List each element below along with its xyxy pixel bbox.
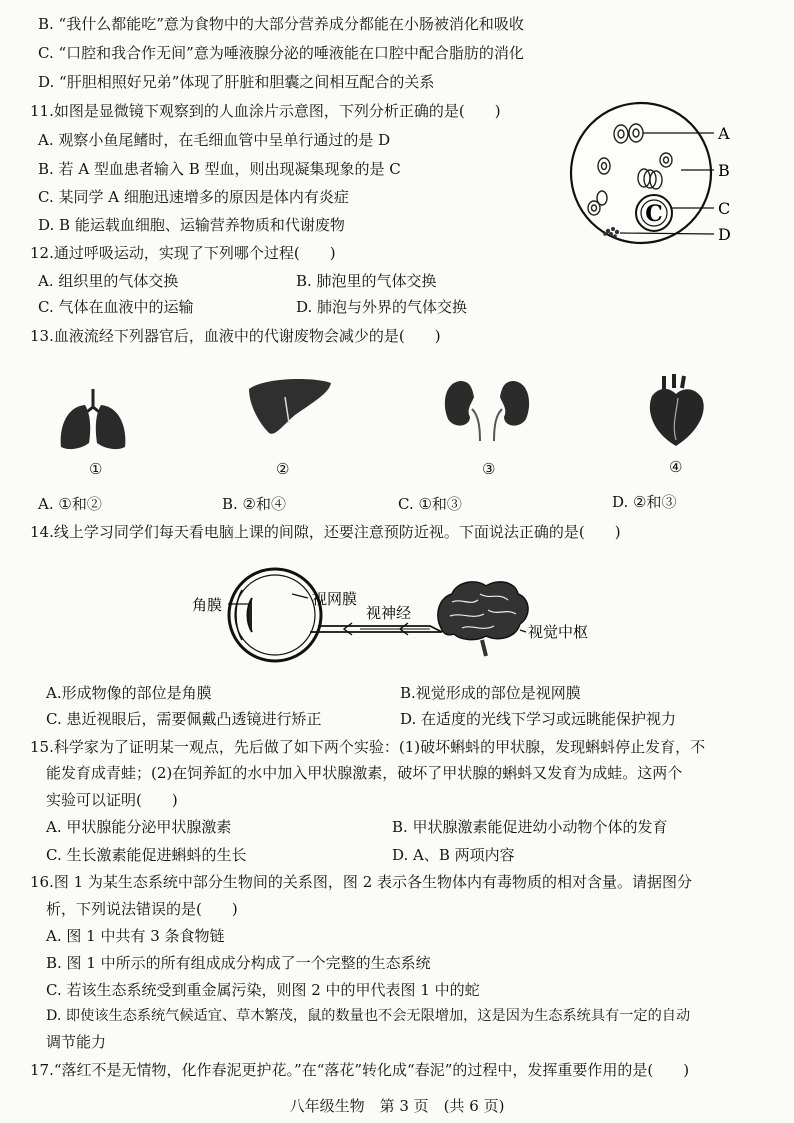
q16-option-c: C. 若该生态系统受到重金属污染，则图 2 中的甲代表图 1 中的蛇 bbox=[46, 981, 480, 999]
organ-label-4: ④ bbox=[669, 458, 683, 476]
cornea-label: 角膜 bbox=[192, 596, 223, 614]
blood-smear-figure bbox=[566, 100, 766, 260]
q12-option-c: C. 气体在血液中的运输 bbox=[38, 298, 194, 316]
q14-option-c: C. 患近视眼后，需要佩戴凸透镜进行矫正 bbox=[46, 710, 322, 728]
q15-option-a: A. 甲状腺能分泌甲状腺激素 bbox=[46, 818, 232, 836]
optic-nerve-label: 视神经 bbox=[366, 604, 412, 622]
q11-option-d: D. B 能运载血细胞、运输营养物质和代谢废物 bbox=[38, 216, 345, 234]
label-c: C bbox=[718, 199, 731, 218]
q15-option-b: B. 甲状腺激素能促进幼小动物个体的发育 bbox=[392, 818, 668, 836]
label-a: A bbox=[718, 124, 730, 143]
q10-option-c: C. “口腔和我合作无间”意为唾液腺分泌的唾液能在口腔中配合脂肪的消化 bbox=[38, 44, 524, 62]
organ-label-1: ① bbox=[89, 460, 103, 478]
q16-option-d-line1: D. 即使该生态系统气候适宜、草木繁茂，鼠的数量也不会无限增加，这是因为生态系统具有一定的自动 bbox=[46, 1008, 691, 1024]
q12-stem: 12.通过呼吸运动，实现了下列哪个过程( ) bbox=[30, 244, 336, 262]
q11-option-a: A. 观察小鱼尾鳍时，在毛细血管中呈单行通过的是 D bbox=[38, 131, 391, 149]
q15-stem-line1: 15.科学家为了证明某一观点，先后做了如下两个实验：(1)破坏蝌蚪的甲状腺，发现蝌蚪停止发育，不 bbox=[30, 738, 706, 756]
q16-option-a: A. 图 1 中共有 3 条食物链 bbox=[46, 927, 225, 945]
page-footer: 八年级生物 第 3 页 (共 6 页) bbox=[289, 1097, 505, 1115]
q16-stem-line2: 析，下列说法错误的是( ) bbox=[46, 900, 238, 918]
q15-option-d: D. A、B 两项内容 bbox=[392, 846, 515, 864]
q11-option-b: B. 若 A 型血患者输入 B 型血，则出现凝集现象的是 C bbox=[38, 160, 401, 178]
q14-option-b: B.视觉形成的部位是视网膜 bbox=[400, 684, 581, 702]
organ-label-2: ② bbox=[276, 460, 290, 478]
heart-image bbox=[642, 370, 712, 450]
q13-option-b: B. ②和④ bbox=[222, 495, 287, 513]
q13-option-d: D. ②和③ bbox=[612, 493, 677, 511]
organ-label-3: ③ bbox=[482, 460, 496, 478]
q12-option-a: A. 组织里的气体交换 bbox=[38, 272, 179, 290]
q16-stem-line1: 16.图 1 为某生态系统中部分生物间的关系图，图 2 表示各生物体内有毒物质的相对含量。请据图分 bbox=[30, 873, 693, 891]
q16-option-d-line2: 调节能力 bbox=[46, 1033, 107, 1051]
q11-stem: 11.如图是显微镜下观察到的人血涂片示意图，下列分析正确的是( ) bbox=[30, 102, 501, 120]
q11-option-c: C. 某同学 A 细胞迅速增多的原因是体内有炎症 bbox=[38, 188, 349, 206]
q13-option-a: A. ①和② bbox=[38, 495, 102, 513]
q12-option-b: B. 肺泡里的气体交换 bbox=[296, 272, 437, 290]
q13-option-c: C. ①和③ bbox=[398, 495, 462, 513]
label-d: D bbox=[718, 225, 731, 244]
visual-center-label: 视觉中枢 bbox=[528, 623, 589, 641]
q14-option-a: A.形成物像的部位是角膜 bbox=[46, 684, 212, 702]
q17-stem: 17.“落红不是无情物，化作春泥更护花。”在“落花”转化成“春泥”的过程中，发挥重要作用的是( ) bbox=[30, 1061, 690, 1079]
wbc-label: C bbox=[645, 201, 663, 227]
label-b: B bbox=[718, 161, 730, 180]
vision-pathway-figure bbox=[180, 560, 600, 670]
q15-stem-line3: 实验可以证明( ) bbox=[46, 791, 178, 809]
kidneys-image bbox=[440, 375, 535, 445]
q10-option-d: D. “肝胆相照好兄弟”体现了肝脏和胆囊之间相互配合的关系 bbox=[38, 73, 435, 91]
q16-option-b: B. 图 1 中所示的所有组成成分构成了一个完整的生态系统 bbox=[46, 954, 431, 972]
q10-option-b: B. “我什么都能吃”意为食物中的大部分营养成分都能在小肠被消化和吸收 bbox=[38, 15, 524, 33]
retina-label: 视网膜 bbox=[312, 590, 358, 608]
q13-stem: 13.血液流经下列器官后，血液中的代谢废物会减少的是( ) bbox=[30, 327, 441, 345]
q12-option-d: D. 肺泡与外界的气体交换 bbox=[296, 298, 468, 316]
lungs-image bbox=[55, 385, 135, 455]
q14-stem: 14.线上学习同学们每天看电脑上课的间隙，还要注意预防近视。下面说法正确的是( ) bbox=[30, 523, 621, 541]
q15-option-c: C. 生长激素能促进蝌蚪的生长 bbox=[46, 846, 247, 864]
liver-image bbox=[245, 375, 335, 440]
q15-stem-line2: 能发育成青蛙；(2)在饲养缸的水中加入甲状腺激素，破坏了甲状腺的蝌蚪又发育为成蛙。这两个 bbox=[46, 764, 683, 782]
q14-option-d: D. 在适度的光线下学习或远眺能保护视力 bbox=[400, 710, 677, 728]
